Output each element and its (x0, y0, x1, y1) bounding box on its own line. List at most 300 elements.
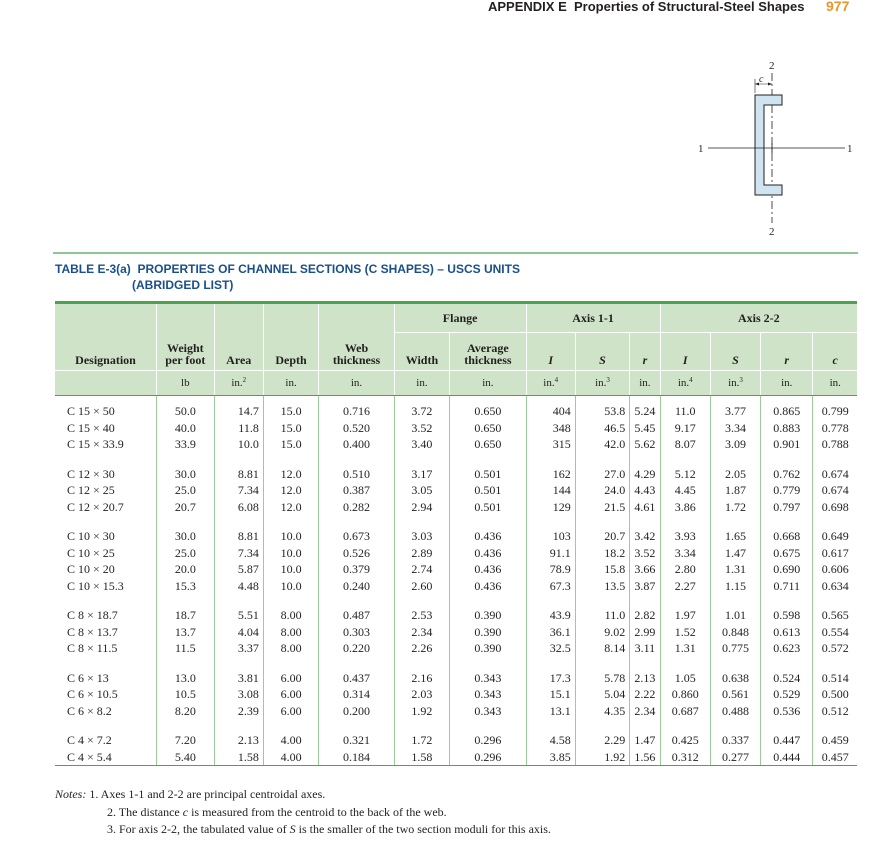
unit-depth: in. (263, 371, 318, 396)
spacer-cell (319, 396, 394, 404)
value-cell: 3.81 (214, 670, 263, 687)
value-cell: 5.12 (660, 466, 710, 483)
value-cell: 2.74 (394, 561, 449, 578)
spacer-cell (157, 657, 215, 670)
value-cell: 0.638 (710, 670, 760, 687)
value-cell: 4.61 (630, 499, 660, 516)
value-cell: 103 (526, 528, 575, 545)
value-cell: 1.01 (710, 607, 760, 624)
value-cell: 1.15 (710, 578, 760, 595)
spacer-cell (660, 594, 710, 607)
unit-weight: lb (157, 371, 215, 396)
col-area: Area (214, 303, 263, 371)
value-cell: 0.598 (761, 607, 813, 624)
spacer-cell (813, 396, 857, 404)
value-cell: 2.34 (394, 624, 449, 641)
value-cell: 1.31 (660, 640, 710, 657)
unit-width: in. (394, 371, 449, 396)
value-cell: 2.39 (214, 703, 263, 720)
table-title: PROPERTIES OF CHANNEL SECTIONS (C SHAPES) – USCS UNITS (137, 262, 520, 276)
group-spacer (55, 657, 857, 670)
designation-cell: C 6 × 13 (55, 670, 157, 687)
value-cell: 46.5 (575, 420, 629, 437)
value-cell: 0.536 (761, 703, 813, 720)
value-cell: 4.00 (263, 749, 318, 766)
value-cell: 0.312 (660, 749, 710, 766)
value-cell: 13.7 (157, 624, 215, 641)
table-caption (55, 261, 520, 293)
value-cell: 0.390 (450, 607, 526, 624)
value-cell: 15.0 (263, 420, 318, 437)
group-spacer (55, 594, 857, 607)
value-cell: 10.0 (263, 578, 318, 595)
designation-cell: C 8 × 11.5 (55, 640, 157, 657)
channel-properties-table (55, 301, 857, 766)
value-cell: 0.220 (319, 640, 394, 657)
value-cell: 20.0 (157, 561, 215, 578)
value-cell: 2.27 (660, 578, 710, 595)
value-cell: 1.87 (710, 482, 760, 499)
value-cell: 2.03 (394, 686, 449, 703)
value-cell: 13.5 (575, 578, 629, 595)
spacer-cell (55, 719, 157, 732)
note-1: Notes: 1. Axes 1-1 and 2-2 are principal centroidal axes. (55, 787, 326, 801)
spacer-cell (319, 719, 394, 732)
value-cell: 12.0 (263, 482, 318, 499)
value-cell: 3.03 (394, 528, 449, 545)
spacer-cell (630, 594, 660, 607)
value-cell: 0.343 (450, 686, 526, 703)
spacer-cell (813, 515, 857, 528)
col-axis2-I: I (660, 333, 710, 371)
value-cell: 0.240 (319, 578, 394, 595)
value-cell: 9.17 (660, 420, 710, 437)
value-cell: 11.8 (214, 420, 263, 437)
spacer-cell (761, 396, 813, 404)
value-cell: 12.0 (263, 466, 318, 483)
value-cell: 0.779 (761, 482, 813, 499)
table-row (55, 607, 857, 624)
value-cell: 144 (526, 482, 575, 499)
unit-axis2-S: in.$^3$ (710, 371, 760, 396)
value-cell: 5.40 (157, 749, 215, 766)
value-cell: 0.554 (821, 624, 849, 639)
col-axis2-r: r (761, 333, 813, 371)
spacer-cell (450, 453, 526, 466)
value-cell: 0.649 (821, 529, 849, 543)
value-cell: 1.47 (630, 732, 660, 749)
value-cell: 21.5 (575, 499, 629, 516)
col-axis2-c: c (813, 333, 857, 371)
col-axis1-r: r (630, 333, 660, 371)
value-cell: 1.31 (710, 561, 760, 578)
table-row (55, 420, 857, 437)
value-cell: 0.650 (450, 436, 526, 453)
value-cell: 3.42 (630, 528, 660, 545)
value-cell: 4.35 (575, 703, 629, 720)
table-subtitle: (ABRIDGED LIST) (132, 278, 234, 292)
value-cell: 0.200 (319, 703, 394, 720)
value-cell: 33.9 (157, 436, 215, 453)
value-cell: 0.457 (813, 749, 857, 766)
running-header (0, 0, 893, 18)
group-spacer (55, 396, 857, 404)
value-cell: 0.400 (319, 436, 394, 453)
section-divider (53, 252, 858, 254)
group-axis-1-1: Axis 1-1 (526, 303, 660, 333)
value-cell: 0.623 (761, 640, 813, 657)
value-cell: 348 (526, 420, 575, 437)
value-cell: 0.184 (319, 749, 394, 766)
table-row (55, 732, 857, 749)
spacer-cell (394, 657, 449, 670)
value-cell: 13.1 (526, 703, 575, 720)
appendix-label: APPENDIX E (488, 0, 567, 14)
spacer-cell (630, 453, 660, 466)
spacer-cell (660, 719, 710, 732)
spacer-cell (55, 657, 157, 670)
spacer-cell (710, 515, 760, 528)
spacer-cell (263, 594, 318, 607)
value-cell: 7.34 (214, 482, 263, 499)
spacer-cell (214, 719, 263, 732)
spacer-cell (394, 515, 449, 528)
value-cell: 20.7 (575, 528, 629, 545)
axis-2-bottom-label: 2 (769, 226, 775, 238)
designation-cell: C 10 × 15.3 (55, 578, 157, 595)
designation-cell: C 12 × 25 (55, 482, 157, 499)
group-spacer (55, 453, 857, 466)
value-cell: 0.343 (450, 703, 526, 720)
value-cell: 2.60 (394, 578, 449, 595)
spacer-cell (813, 453, 857, 466)
table-row (55, 436, 857, 453)
spacer-cell (710, 396, 760, 404)
value-cell: 43.9 (526, 607, 575, 624)
spacer-cell (526, 657, 575, 670)
value-cell: 24.0 (575, 482, 629, 499)
table-row (55, 403, 857, 420)
spacer-cell (575, 594, 629, 607)
designation-cell: C 8 × 18.7 (55, 607, 157, 624)
value-cell: 4.45 (660, 482, 710, 499)
spacer-cell (319, 515, 394, 528)
spacer-cell (761, 594, 813, 607)
value-cell: 3.85 (526, 749, 575, 766)
value-cell: 0.459 (821, 733, 849, 747)
spacer-cell (263, 453, 318, 466)
value-cell: 6.08 (214, 499, 263, 516)
value-cell: 0.296 (450, 732, 526, 749)
value-cell: 0.390 (450, 640, 526, 657)
value-cell: 129 (526, 499, 575, 516)
value-cell: 40.0 (157, 420, 215, 437)
channel-section-figure (690, 55, 860, 245)
group-spacer (55, 515, 857, 528)
value-cell: 0.848 (710, 624, 760, 641)
value-cell: 3.34 (710, 420, 760, 437)
spacer-cell (394, 396, 449, 404)
value-cell: 0.444 (761, 749, 813, 766)
value-cell: 0.617 (821, 545, 849, 560)
value-cell: 0.675 (761, 545, 813, 562)
spacer-cell (526, 719, 575, 732)
value-cell: 1.92 (575, 749, 629, 766)
note-3: 3. For axis 2-2, the tabulated value of S is the smaller of the two section moduli for this axis. (107, 822, 551, 836)
value-cell: 0.613 (761, 624, 813, 641)
value-cell: 15.0 (263, 403, 318, 420)
spacer-cell (214, 515, 263, 528)
table-row (55, 749, 857, 766)
spacer-cell (660, 453, 710, 466)
value-cell: 2.34 (630, 703, 660, 720)
value-cell: 0.514 (821, 670, 849, 685)
spacer-cell (450, 719, 526, 732)
value-cell: 0.488 (710, 703, 760, 720)
value-cell: 10.0 (214, 436, 263, 453)
table-row (55, 640, 857, 657)
value-cell: 5.04 (575, 686, 629, 703)
group-axis-2-2: Axis 2-2 (660, 303, 857, 333)
unit-axis2-c: in. (813, 371, 857, 396)
value-cell: 0.674 (821, 466, 849, 481)
value-cell: 2.53 (394, 607, 449, 624)
designation-cell: C 8 × 13.7 (55, 624, 157, 641)
value-cell: 0.303 (319, 624, 394, 641)
value-cell: 0.500 (821, 687, 849, 701)
value-cell: 1.92 (394, 703, 449, 720)
spacer-cell (710, 719, 760, 732)
table-row (55, 528, 857, 545)
c-arrow-right (768, 83, 772, 86)
spacer-cell (263, 515, 318, 528)
value-cell: 0.447 (761, 732, 813, 749)
spacer-cell (157, 453, 215, 466)
spacer-cell (660, 396, 710, 404)
axis-2-top-label: 2 (769, 60, 775, 72)
value-cell: 27.0 (575, 466, 629, 483)
value-cell: 5.45 (630, 420, 660, 437)
spacer-cell (157, 396, 215, 404)
appendix-title: Properties of Structural-Steel Shapes (574, 0, 805, 14)
col-flange-width: Width (394, 333, 449, 371)
designation-cell: C 4 × 7.2 (55, 732, 157, 749)
spacer-cell (157, 719, 215, 732)
spacer-cell (710, 657, 760, 670)
spacer-cell (394, 453, 449, 466)
spacer-cell (263, 719, 318, 732)
table-row (55, 482, 857, 499)
value-cell: 10.0 (263, 545, 318, 562)
value-cell: 67.3 (526, 578, 575, 595)
value-cell: 3.86 (660, 499, 710, 516)
value-cell: 7.34 (214, 545, 263, 562)
value-cell: 7.20 (157, 732, 215, 749)
value-cell: 0.788 (821, 437, 849, 451)
value-cell: 3.66 (630, 561, 660, 578)
value-cell: 4.00 (263, 732, 318, 749)
value-cell: 17.3 (526, 670, 575, 687)
value-cell: 0.314 (319, 686, 394, 703)
value-cell: 0.529 (761, 686, 813, 703)
spacer-cell (761, 453, 813, 466)
value-cell: 404 (526, 403, 575, 420)
value-cell: 4.29 (630, 466, 660, 483)
spacer-cell (761, 719, 813, 732)
value-cell: 0.668 (761, 528, 813, 545)
value-cell: 0.526 (319, 545, 394, 562)
spacer-cell (710, 453, 760, 466)
value-cell: 8.00 (263, 624, 318, 641)
value-cell: 8.14 (575, 640, 629, 657)
value-cell: 0.650 (450, 420, 526, 437)
designation-cell: C 12 × 30 (55, 466, 157, 483)
unit-axis1-r: in. (630, 371, 660, 396)
spacer-cell (263, 396, 318, 404)
value-cell: 0.797 (761, 499, 813, 516)
value-cell: 3.17 (394, 466, 449, 483)
value-cell: 5.62 (630, 436, 660, 453)
value-cell: 0.572 (821, 641, 849, 655)
value-cell: 0.711 (761, 578, 813, 595)
table-notes (55, 786, 551, 839)
spacer-cell (575, 719, 629, 732)
spacer-cell (157, 594, 215, 607)
col-axis1-S: S (575, 333, 629, 371)
value-cell: 315 (526, 436, 575, 453)
axis-1-left-label: 1 (698, 143, 704, 155)
value-cell: 0.296 (450, 749, 526, 766)
value-cell: 0.860 (660, 686, 710, 703)
value-cell: 0.561 (710, 686, 760, 703)
col-depth: Depth (263, 303, 318, 371)
value-cell: 2.29 (575, 732, 629, 749)
group-flange: Flange (394, 303, 526, 333)
value-cell: 1.97 (660, 607, 710, 624)
spacer-cell (214, 594, 263, 607)
value-cell: 15.1 (526, 686, 575, 703)
designation-cell: C 15 × 33.9 (55, 436, 157, 453)
spacer-cell (575, 657, 629, 670)
value-cell: 0.690 (761, 561, 813, 578)
value-cell: 4.58 (526, 732, 575, 749)
channel-shape (755, 95, 782, 195)
value-cell: 11.5 (157, 640, 215, 657)
designation-cell: C 6 × 8.2 (55, 703, 157, 720)
value-cell: 3.37 (214, 640, 263, 657)
table-row (55, 545, 857, 562)
value-cell: 0.277 (710, 749, 760, 766)
value-cell: 1.56 (630, 749, 660, 766)
value-cell: 1.47 (710, 545, 760, 562)
value-cell: 2.82 (630, 607, 660, 624)
value-cell: 0.865 (761, 403, 813, 420)
value-cell: 0.501 (450, 482, 526, 499)
value-cell: 4.48 (214, 578, 263, 595)
value-cell: 2.80 (660, 561, 710, 578)
designation-cell: C 10 × 25 (55, 545, 157, 562)
value-cell: 36.1 (526, 624, 575, 641)
value-cell: 53.8 (575, 403, 629, 420)
spacer-cell (660, 657, 710, 670)
value-cell: 1.72 (710, 499, 760, 516)
spacer-cell (630, 657, 660, 670)
value-cell: 15.3 (157, 578, 215, 595)
spacer-cell (813, 594, 857, 607)
value-cell: 8.81 (214, 528, 263, 545)
spacer-cell (157, 515, 215, 528)
value-cell: 0.343 (450, 670, 526, 687)
spacer-cell (575, 453, 629, 466)
unit-designation (55, 371, 157, 396)
table-row (55, 670, 857, 687)
value-cell: 2.22 (630, 686, 660, 703)
value-cell: 0.716 (319, 403, 394, 420)
value-cell: 13.0 (157, 670, 215, 687)
value-cell: 91.1 (526, 545, 575, 562)
value-cell: 4.43 (630, 482, 660, 499)
value-cell: 0.512 (821, 703, 849, 718)
spacer-cell (450, 396, 526, 404)
value-cell: 3.93 (660, 528, 710, 545)
value-cell: 8.00 (263, 607, 318, 624)
page-number: 977 (826, 0, 850, 14)
designation-cell: C 12 × 20.7 (55, 499, 157, 516)
spacer-cell (630, 396, 660, 404)
spacer-cell (813, 719, 857, 732)
value-cell: 6.00 (263, 686, 318, 703)
value-cell: 0.762 (761, 466, 813, 483)
value-cell: 20.7 (157, 499, 215, 516)
value-cell: 0.387 (319, 482, 394, 499)
spacer-cell (263, 657, 318, 670)
spacer-cell (450, 594, 526, 607)
value-cell: 0.565 (821, 608, 849, 622)
value-cell: 5.78 (575, 670, 629, 687)
value-cell: 0.282 (319, 499, 394, 516)
col-weight: Weight per foot (157, 303, 215, 371)
group-spacer (55, 719, 857, 732)
value-cell: 8.81 (214, 466, 263, 483)
value-cell: 0.901 (761, 436, 813, 453)
col-web-thickness: Web thickness (319, 303, 394, 371)
value-cell: 0.436 (450, 561, 526, 578)
value-cell: 0.524 (761, 670, 813, 687)
value-cell: 0.436 (450, 545, 526, 562)
col-axis1-I: I (526, 333, 575, 371)
axis-1-right-label: 1 (847, 143, 853, 155)
value-cell: 2.13 (214, 732, 263, 749)
value-cell: 15.0 (263, 436, 318, 453)
spacer-cell (575, 396, 629, 404)
table-row (55, 466, 857, 483)
designation-cell: C 15 × 50 (55, 403, 157, 420)
spacer-cell (761, 657, 813, 670)
table-number: TABLE E-3(a) (55, 262, 131, 276)
value-cell: 1.05 (660, 670, 710, 687)
value-cell: 10.5 (157, 686, 215, 703)
unit-axis1-S: in.$^3$ (575, 371, 629, 396)
value-cell: 0.775 (710, 640, 760, 657)
value-cell: 3.52 (394, 420, 449, 437)
value-cell: 5.51 (214, 607, 263, 624)
value-cell: 0.436 (450, 528, 526, 545)
table-row (55, 703, 857, 720)
spacer-cell (710, 594, 760, 607)
value-cell: 2.13 (630, 670, 660, 687)
value-cell: 1.52 (660, 624, 710, 641)
value-cell: 162 (526, 466, 575, 483)
